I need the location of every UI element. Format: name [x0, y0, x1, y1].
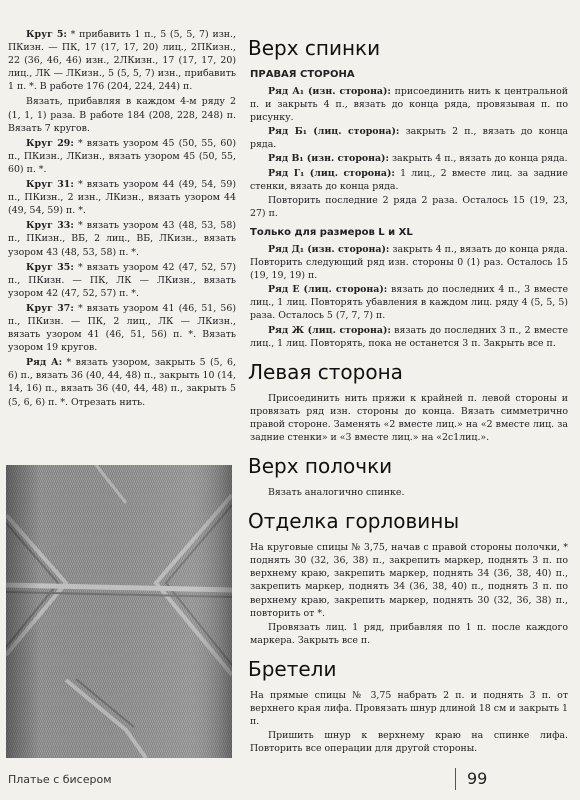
- paragraph: Пришить шнур к верхнему краю на спинке лифа. Повторить все операции для другой стороны.: [250, 730, 568, 755]
- section-title: Верх спинки: [248, 36, 381, 60]
- section-title: Бретели: [248, 656, 337, 681]
- paragraph: Круг 33: * вязать узором 43 (48, 53, 58) п., ПКизн., ВБ, 2 лиц., ВБ, ЛКизн., вязать узором 43 (48, 53, 58) п. *.: [8, 220, 237, 258]
- paragraph: Круг 35: * вязать узором 42 (47, 52, 57) п., ПКизн. — ПК, ЛК — ЛКизн., вязать узором 42 (47, 52, 57) п. *.: [8, 261, 237, 299]
- paragraph: Ряд Е (лиц. сторона): вязать до последних 4 п., 3 вместе лиц., 1 лиц. Повторять убавления в каждом лиц. ряду 4 (5, 5, 5) раза. Осталось 5 (7, 7, 7) п.: [250, 284, 568, 322]
- paragraph: Ряд Б₁ (лиц. сторона): закрыть 2 п., вязать до конца ряда.: [250, 126, 568, 151]
- right-column: [250, 36, 568, 756]
- paragraph: Вязать, прибавляя в каждом 4-м ряду 2 (1, 1, 1) раза. В работе 184 (208, 228, 248) п. Вязать 7 кругов.: [8, 96, 236, 134]
- subsection-title: Только для размеров L и XL: [250, 226, 413, 238]
- section-title: Отделка горловины: [248, 509, 460, 534]
- paragraph: На круговые спицы № 3,75, начав с правой стороны полочки, * поднять 30 (32, 36, 38) п., закрепить маркер, поднять 3 п. по верхнему краю, закрепить маркер, поднять 34 (36, 38, 40) п., закрепить маркер, поднять 34 (36, 38, 40) п., поднять 3 п. по верхнему краю, закрепить маркер, поднять 30 (32, 36, 38) п., повторить от *.: [250, 542, 568, 619]
- paragraph: Круг 31: * вязать узором 44 (49, 54, 59) п., ПКизн., 2 изн., ЛКизн., вязать узором 44 (49, 54, 59) п. *.: [8, 179, 237, 217]
- paragraph: Ряд Д₁ (изн. сторона): закрыть 4 п., вязать до конца ряда. Повторить следующий ряд изн. стороны 0 (1) раз. Осталось 15 (19, 19, 19) п.: [250, 243, 568, 282]
- footer-divider: [455, 768, 456, 790]
- paragraph: Ряд Ж (лиц. сторона): вязать до последних 3 п., 2 вместе лиц., 1 лиц. Повторять, пока не останется 3 п. Закрыть все п.: [250, 324, 568, 349]
- paragraph: Ряд В₁ (изн. сторона): закрыть 4 п., вязать до конца ряда.: [268, 153, 568, 165]
- paragraph: Ряд Г₁ (лиц. сторона): 1 лиц., 2 вместе лиц. за задние стенки, вязать до конца ряда.: [250, 167, 568, 192]
- section-title: Левая сторона: [248, 359, 403, 384]
- knitting-photo: [6, 465, 232, 758]
- paragraph: Присоединить нить пряжи к крайней п. левой стороны и провязать ряд изн. стороны до конца. Вязать симметрично правой стороне. Заменять «2 вместе лиц.» на «2 вместе лиц. за задние стенки» и «3 вместе лиц.» на «2с1лиц.».: [250, 392, 568, 443]
- paragraph: Круг 5: * прибавить 1 п., 5 (5, 5, 7) изн., ПКизн. — ПК, 17 (17, 17, 20) лиц., 2ПКизн., 22 (36, 46, 46) изн., 2ЛКизн., 17 (17, 17, 20) лиц., ЛК — ЛКизн., 5 (5, 5, 7) изн., прибавить 1 п. *. В работе 176 (204, 224, 244) п.: [8, 29, 237, 93]
- paragraph: Вязать аналогично спинке.: [268, 487, 405, 499]
- knitted-fabric-image: [6, 465, 232, 758]
- section-title: Верх полочки: [248, 454, 393, 479]
- left-column: [8, 28, 236, 411]
- paragraph: На прямые спицы № 3,75 набрать 2 п. и поднять 3 п. от верхнего края лифа. Провязать шнур длиной 18 см и закрыть 1 п.: [250, 689, 568, 728]
- paragraph: Повторить последние 2 ряда 2 раза. Осталось 15 (19, 23, 27) п.: [250, 194, 568, 219]
- paragraph: Ряд А: * вязать узором, закрыть 5 (5, 6, 6) п., вязать 36 (40, 44, 48) п., закрыть 10 (14, 14, 16) п., вязать 36 (40, 44, 48) п., закрыть 5 (5, 6, 6) п. *. Отрезать нить.: [8, 357, 236, 408]
- page-footer: [0, 764, 580, 790]
- paragraph: Провязать лиц. 1 ряд, прибавляя по 1 п. после каждого маркера. Закрыть все п.: [250, 621, 568, 646]
- paragraph: Круг 29: * вязать узором 45 (50, 55, 60) п., ПКизн., ЛКизн., вязать узором 45 (50, 55, 60) п. *.: [8, 137, 237, 175]
- subsection-title: ПРАВАЯ СТОРОНА: [250, 69, 355, 80]
- footer-title: Платье с бисером: [8, 773, 112, 786]
- page-number: 99: [467, 769, 488, 788]
- paragraph: Круг 37: * вязать узором 41 (46, 51, 56) п., ПКизн. — ПК, 2 лиц., ЛК — ЛКизн., вязать узором 41 (46, 51, 56) п. *. Вязать узором 19 кругов.: [8, 302, 237, 354]
- paragraph: Ряд А₁ (изн. сторона): присоединить нить к центральной п. и закрыть 4 п., вязать до конца ряда, провязывая п. по рисунку.: [250, 86, 568, 124]
